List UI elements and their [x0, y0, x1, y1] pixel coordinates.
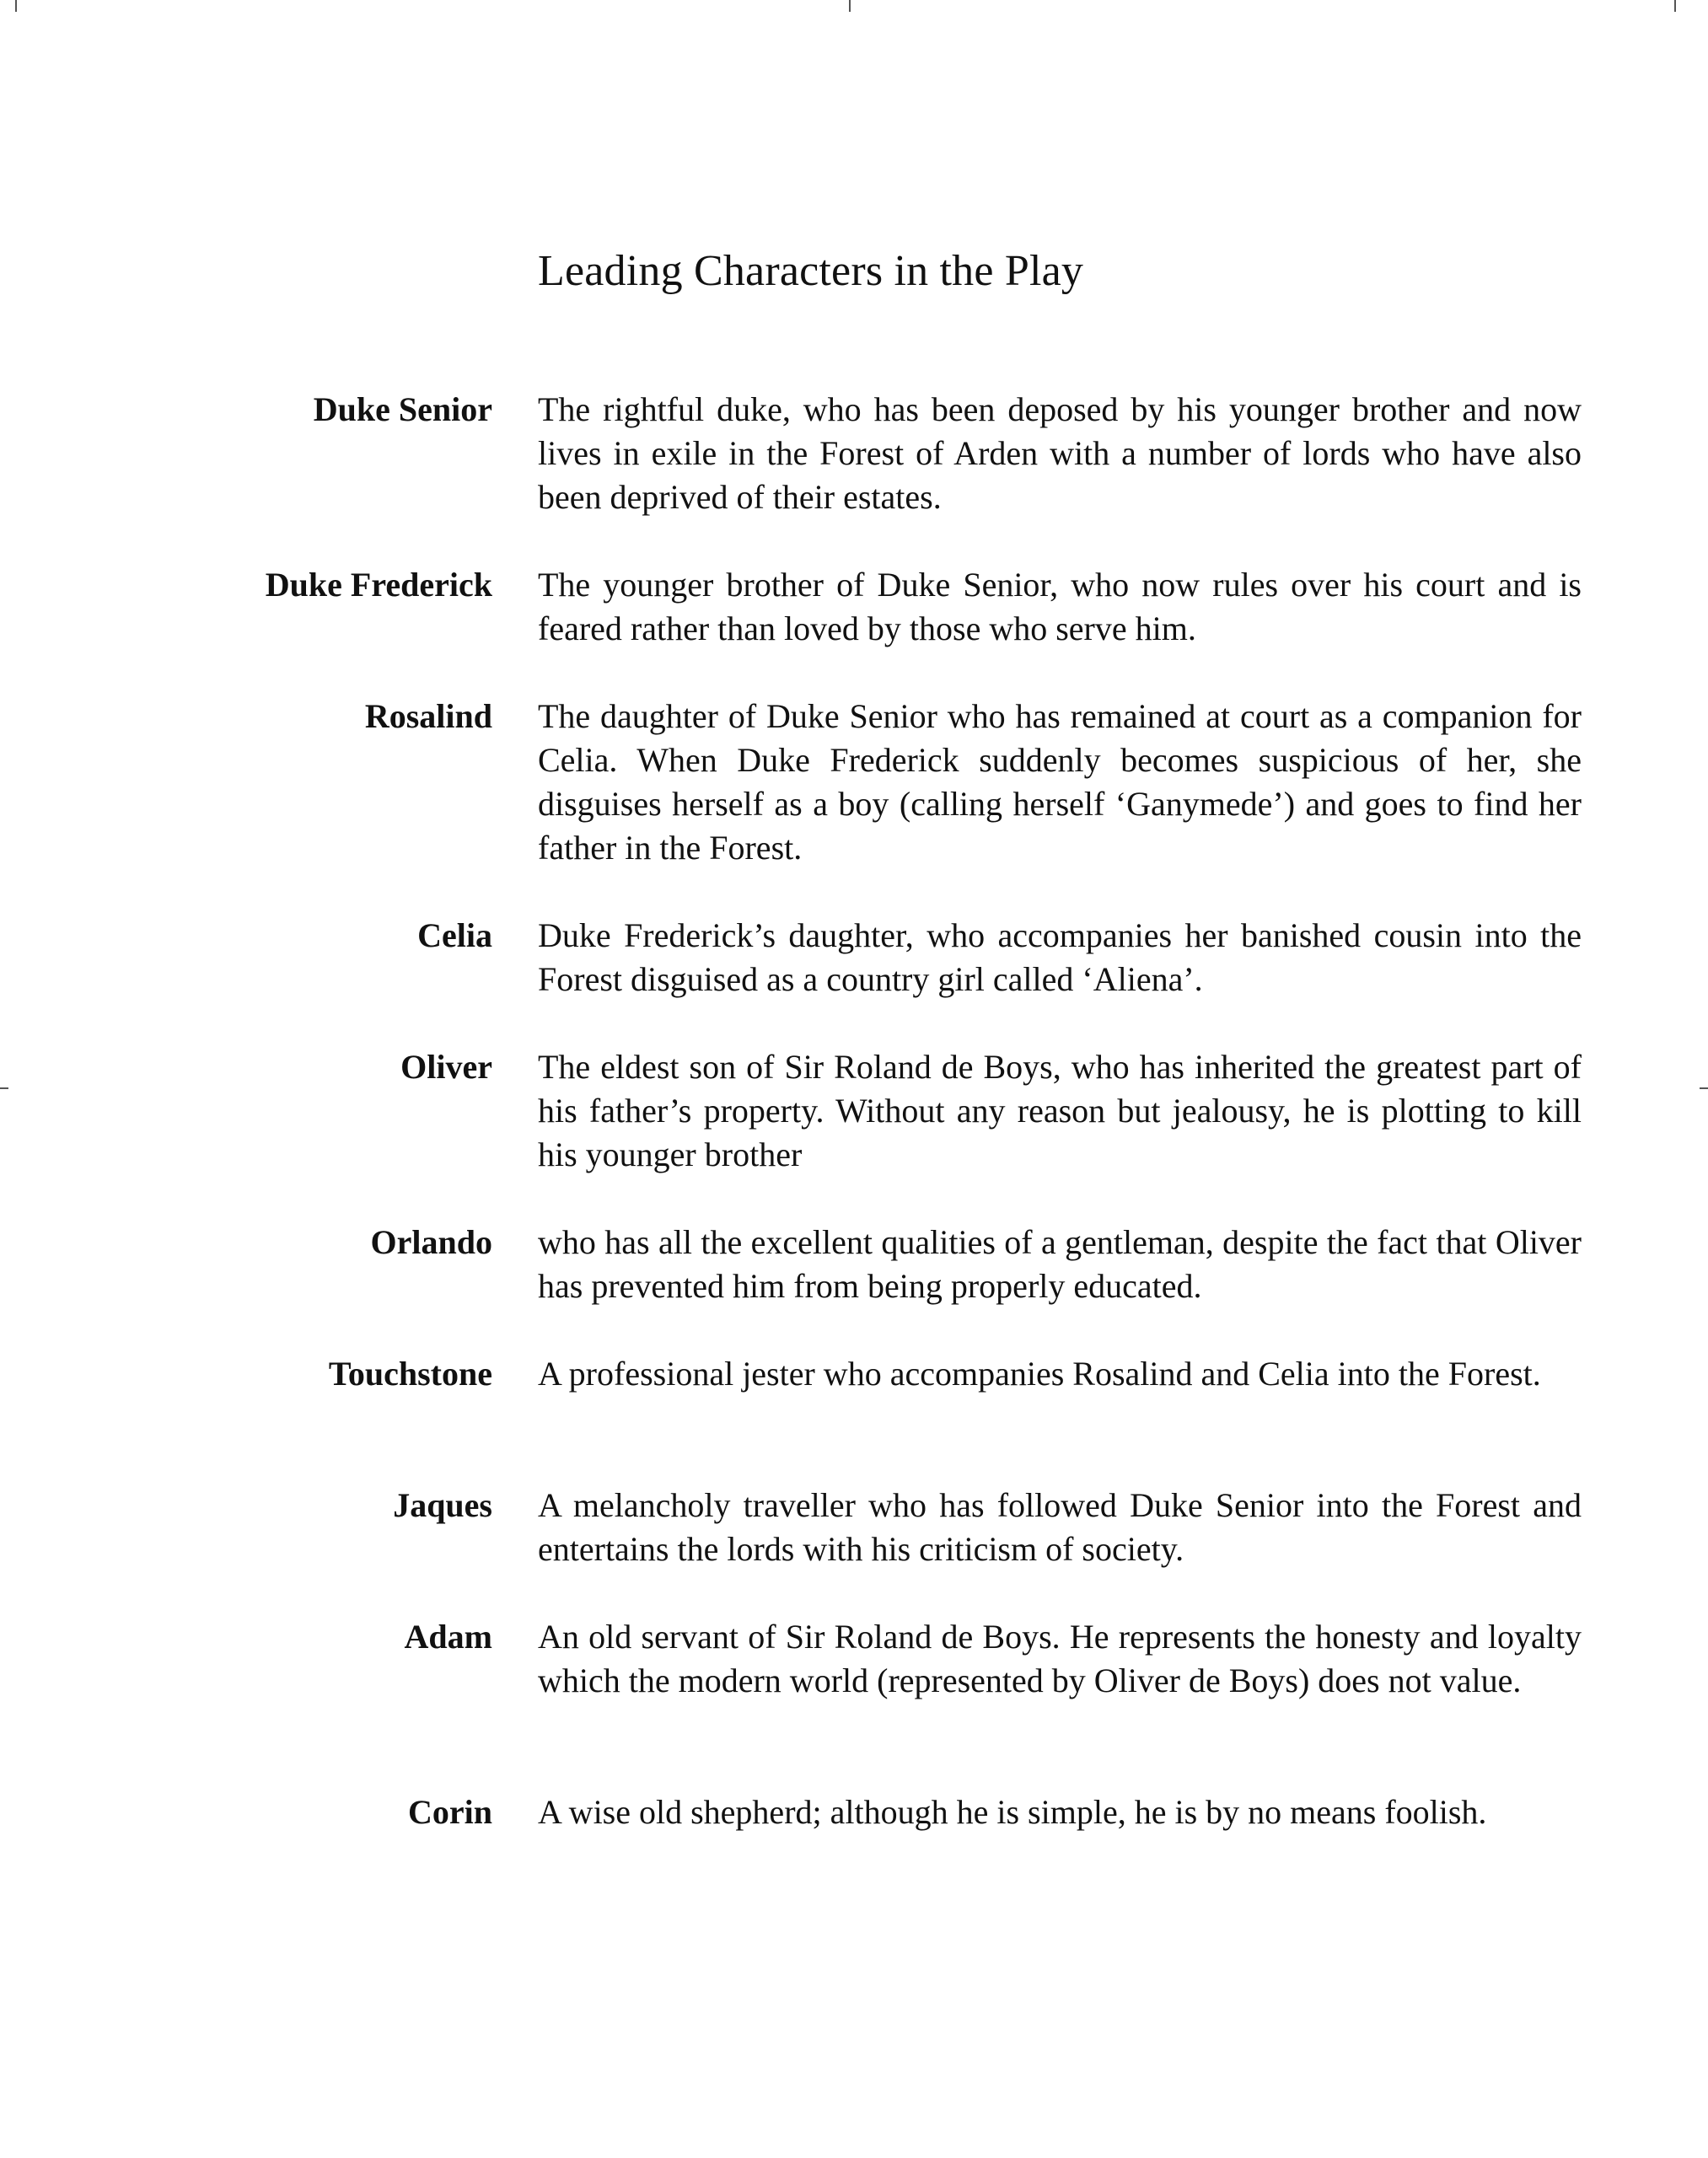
character-name: Duke Senior — [313, 390, 492, 428]
character-description: A professional jester who accompanies Rosalind and Celia into the Forest. — [538, 1355, 1541, 1393]
character-name: Adam — [404, 1618, 492, 1656]
crop-mark — [0, 1087, 8, 1089]
character-name: Celia — [417, 916, 492, 954]
character-description: The eldest son of Sir Roland de Boys, who has inherited the greatest part of his father’s property. Without any reason but jealousy, he is plotting to kill his younger brother — [538, 1048, 1582, 1173]
character-description: Duke Frederick’s daughter, who accompanies her banished cousin into the Forest disguised as a country girl called ‘Aliena’. — [538, 916, 1582, 998]
character-name: Touchstone — [328, 1355, 492, 1393]
character-name: Oliver — [400, 1048, 492, 1086]
character-name: Orlando — [370, 1223, 492, 1261]
crop-mark — [849, 0, 851, 12]
crop-mark — [1674, 0, 1676, 12]
character-description: An old servant of Sir Roland de Boys. He represents the honesty and loyalty which the modern world (represented by Oliver de Boys) does not value. — [538, 1618, 1582, 1699]
character-description: who has all the excellent qualities of a gentleman, despite the fact that Oliver has prevented him from being properly educated. — [538, 1223, 1582, 1305]
character-description: The daughter of Duke Senior who has remained at court as a companion for Celia. When Duke Frederick suddenly becomes suspicious of her, she disguises herself as a boy (calling herself ‘Ganymede’) and goes to find her father in the Forest. — [538, 697, 1582, 867]
character-name: Corin — [408, 1793, 492, 1831]
character-description: A melancholy traveller who has followed Duke Senior into the Forest and entertains the lords with his criticism of society. — [538, 1486, 1582, 1568]
crop-mark — [15, 0, 17, 12]
character-name: Duke Frederick — [265, 566, 492, 604]
character-description: The younger brother of Duke Senior, who now rules over his court and is feared rather than loved by those who serve him. — [538, 566, 1582, 647]
page-title: Leading Characters in the Play — [538, 247, 1084, 295]
character-description: A wise old shepherd; although he is simple, he is by no means foolish. — [538, 1793, 1487, 1831]
character-description: The rightful duke, who has been deposed by his younger brother and now lives in exile in the Forest of Arden with a number of lords who have also been deprived of their estates. — [538, 390, 1582, 516]
character-name: Jaques — [393, 1486, 492, 1524]
character-name: Rosalind — [364, 697, 492, 735]
crop-mark — [1700, 1087, 1708, 1089]
